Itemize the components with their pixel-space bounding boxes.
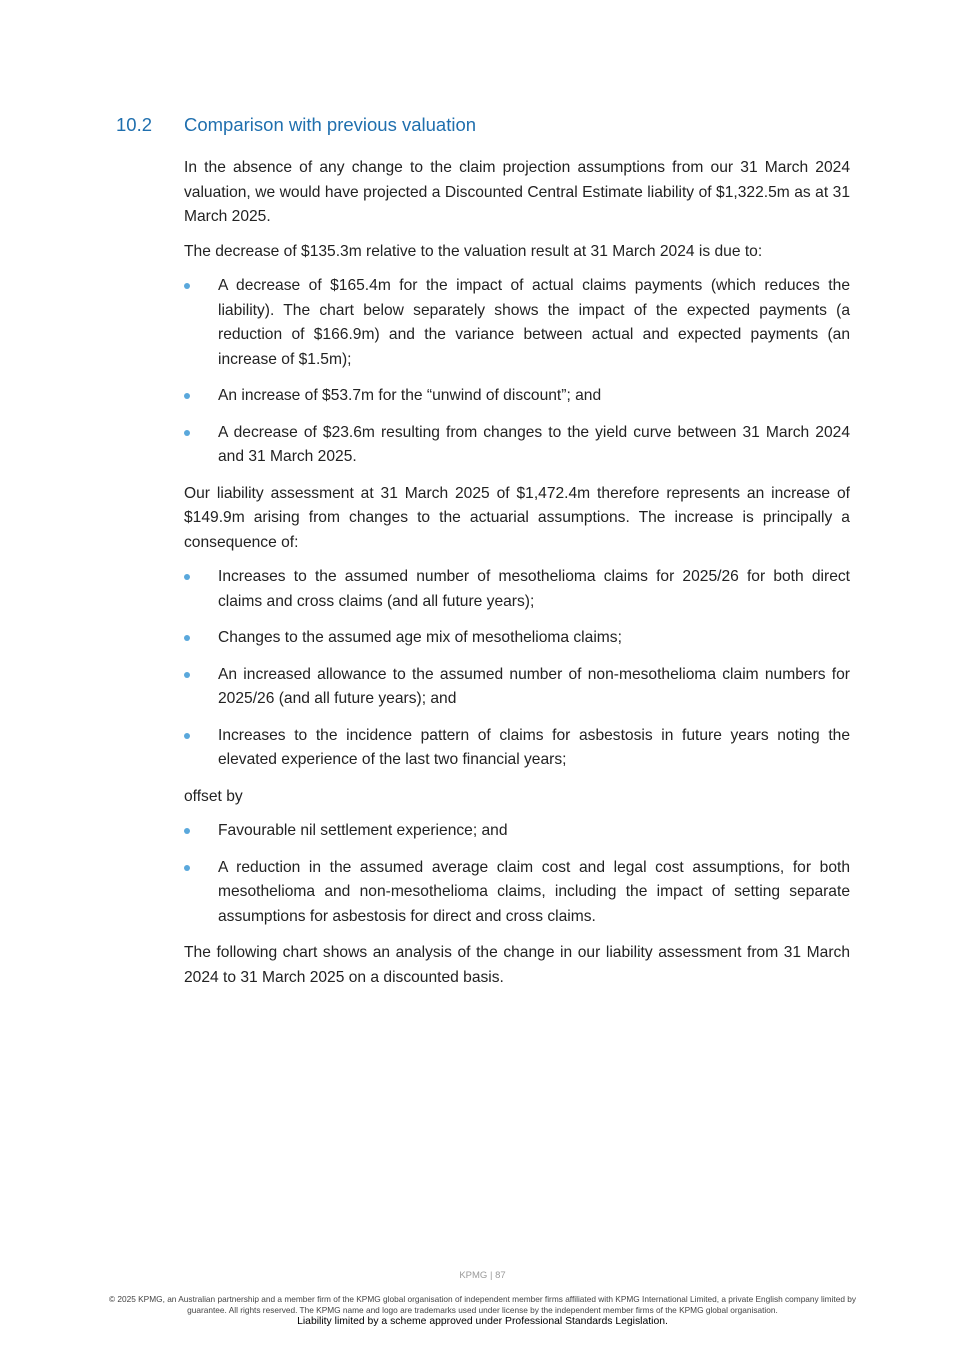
bullet-icon <box>184 828 190 834</box>
list-item <box>184 384 850 409</box>
bullet-icon <box>184 733 190 739</box>
body-content <box>184 156 850 1000</box>
list-item <box>184 274 850 372</box>
liability-notice: Liability limited by a scheme approved under Professional Standards Legislation. <box>297 1316 668 1327</box>
section-heading <box>116 114 476 136</box>
list-item-text: A decrease of $165.4m for the impact of actual claims payments (which reduces the liability). The chart below separately shows the impact of the expected payments (a reduction of $166.9m) and the variance between actual and expected payments (an increase of $1.5m); <box>218 277 850 368</box>
list-item-text: Changes to the assumed age mix of mesothelioma claims; <box>218 629 622 646</box>
list-item-text: A reduction in the assumed average claim cost and legal cost assumptions, for both mesothelioma and non-mesothelioma claims, including the impact of setting separate assumptions for asbestosis for direct and cross claims. <box>218 858 850 925</box>
list-item-text: Favourable nil settlement experience; and <box>218 822 508 839</box>
bullet-icon <box>184 430 190 436</box>
bullet-icon <box>184 635 190 641</box>
list-item <box>184 724 850 773</box>
list-item-text: An increased allowance to the assumed number of non-mesothelioma claim numbers for 2025/26 (and all future years); and <box>218 665 850 707</box>
section-title: Comparison with previous valuation <box>184 114 477 135</box>
list-item-text: A decrease of $23.6m resulting from changes to the yield curve between 31 March 2024 and 31 March 2025. <box>218 423 850 465</box>
paragraph: The decrease of $135.3m relative to the valuation result at 31 March 2024 is due to: <box>184 242 763 260</box>
list-item <box>184 663 850 712</box>
list-item-text: Increases to the incidence pattern of claims for asbestosis in future years noting the elevated experience of the last two financial years; <box>218 726 850 768</box>
paragraph: The following chart shows an analysis of the change in our liability assessment from 31 March 2024 to 31 March 2025 on a discounted basis. <box>184 944 850 986</box>
paragraph: offset by <box>184 787 243 805</box>
bullet-icon <box>184 283 190 289</box>
bullet-list <box>184 819 850 929</box>
list-item <box>184 856 850 930</box>
bullet-icon <box>184 574 190 580</box>
bullet-icon <box>184 393 190 399</box>
list-item <box>184 626 850 651</box>
list-item-text: Increases to the assumed number of mesothelioma claims for 2025/26 for both direct claims and cross claims (and all future years); <box>218 568 850 610</box>
bullet-list <box>184 274 850 470</box>
list-item <box>184 819 850 844</box>
section-number: 10.2 <box>116 114 153 135</box>
list-item <box>184 421 850 470</box>
bullet-list <box>184 565 850 773</box>
bullet-icon <box>184 672 190 678</box>
list-item-text: An increase of $53.7m for the “unwind of discount”; and <box>218 387 602 404</box>
paragraph: Our liability assessment at 31 March 2025 of $1,472.4m therefore represents an increase of $149.9m arising from changes to the actuarial assumptions. The increase is principally a consequence of: <box>184 484 850 551</box>
copyright-notice: © 2025 KPMG, an Australian partnership and a member firm of the KPMG global organisation of independent member firms affiliated with KPMG International Limited, a private English company limited by guarantee. All rights reserved. The KPMG name and logo are trademarks used under license by the independent member firms of the KPMG global organisation. <box>108 1294 857 1315</box>
bullet-icon <box>184 865 190 871</box>
paragraph: In the absence of any change to the claim projection assumptions from our 31 March 2024 valuation, we would have projected a Discounted Central Estimate liability of $1,322.5m as at 31 March 2025. <box>184 159 850 225</box>
page-number: KPMG | 87 <box>459 1270 506 1281</box>
list-item <box>184 565 850 614</box>
